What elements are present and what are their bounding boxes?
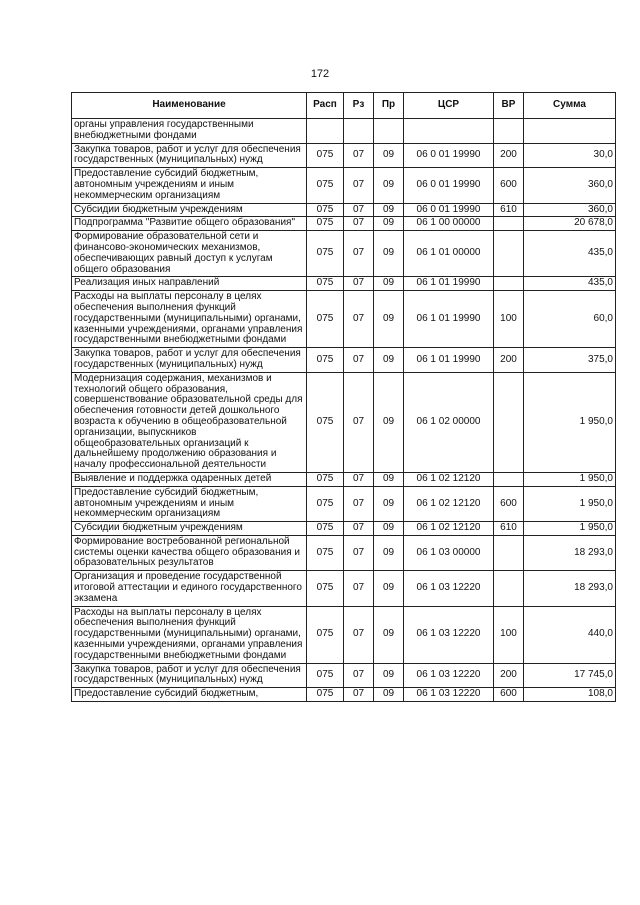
cell-vr <box>494 472 524 486</box>
table-row <box>72 486 616 521</box>
cell-csr: 06 1 01 00000 <box>404 231 494 277</box>
cell-vr <box>494 535 524 570</box>
cell-pr: 09 <box>374 348 404 373</box>
cell-rasp <box>307 119 344 144</box>
cell-pr: 09 <box>374 168 404 203</box>
table-row <box>72 535 616 570</box>
table-row <box>72 143 616 168</box>
cell-rasp: 075 <box>307 606 344 663</box>
cell-rz: 07 <box>344 168 374 203</box>
cell-vr: 100 <box>494 291 524 348</box>
cell-csr: 06 1 03 12220 <box>404 688 494 702</box>
cell-rasp: 075 <box>307 571 344 606</box>
cell-name: органы управления государственными внебюджетными фондами <box>72 119 307 144</box>
cell-vr: 200 <box>494 143 524 168</box>
cell-vr <box>494 119 524 144</box>
cell-rz: 07 <box>344 688 374 702</box>
cell-rz: 07 <box>344 663 374 688</box>
cell-pr: 09 <box>374 143 404 168</box>
cell-sum: 20 678,0 <box>524 217 616 231</box>
header-csr: ЦСР <box>404 93 494 119</box>
cell-sum: 360,0 <box>524 168 616 203</box>
header-vr: ВР <box>494 93 524 119</box>
cell-rz: 07 <box>344 472 374 486</box>
cell-sum: 435,0 <box>524 231 616 277</box>
cell-rasp: 075 <box>307 688 344 702</box>
cell-rasp: 075 <box>307 663 344 688</box>
cell-name: Закупка товаров, работ и услуг для обеспечения государственных (муниципальных) нужд <box>72 348 307 373</box>
cell-vr <box>494 372 524 472</box>
cell-sum: 108,0 <box>524 688 616 702</box>
cell-sum: 360,0 <box>524 203 616 217</box>
cell-rasp: 075 <box>307 168 344 203</box>
header-rz: Рз <box>344 93 374 119</box>
table-row <box>72 291 616 348</box>
cell-name: Субсидии бюджетным учреждениям <box>72 522 307 536</box>
cell-rasp: 075 <box>307 486 344 521</box>
cell-csr: 06 0 01 19990 <box>404 143 494 168</box>
cell-rasp: 075 <box>307 535 344 570</box>
cell-sum: 18 293,0 <box>524 535 616 570</box>
cell-rz: 07 <box>344 522 374 536</box>
cell-vr: 600 <box>494 688 524 702</box>
cell-csr: 06 1 01 19990 <box>404 348 494 373</box>
cell-rasp: 075 <box>307 143 344 168</box>
cell-rz: 07 <box>344 372 374 472</box>
cell-vr: 200 <box>494 663 524 688</box>
cell-pr: 09 <box>374 571 404 606</box>
page-number: 172 <box>310 68 330 80</box>
cell-vr <box>494 571 524 606</box>
cell-sum: 375,0 <box>524 348 616 373</box>
table-header-row <box>72 93 616 119</box>
cell-pr: 09 <box>374 231 404 277</box>
cell-csr: 06 0 01 19990 <box>404 168 494 203</box>
cell-sum: 60,0 <box>524 291 616 348</box>
cell-name: Организация и проведение государственной итоговой аттестации и единого государственного экзамена <box>72 571 307 606</box>
budget-table <box>71 92 616 702</box>
cell-rasp: 075 <box>307 291 344 348</box>
table-row <box>72 372 616 472</box>
cell-csr: 06 1 02 12120 <box>404 472 494 486</box>
cell-name: Предоставление субсидий бюджетным, автономным учреждениям и иным некоммерческим организациям <box>72 168 307 203</box>
cell-rz: 07 <box>344 231 374 277</box>
cell-csr: 06 1 02 12120 <box>404 486 494 521</box>
cell-sum: 1 950,0 <box>524 472 616 486</box>
cell-name: Предоставление субсидий бюджетным, <box>72 688 307 702</box>
cell-name: Предоставление субсидий бюджетным, автономным учреждениям и иным некоммерческим организациям <box>72 486 307 521</box>
cell-csr: 06 1 02 12120 <box>404 522 494 536</box>
cell-rz: 07 <box>344 606 374 663</box>
cell-rz: 07 <box>344 348 374 373</box>
cell-csr: 06 1 03 00000 <box>404 535 494 570</box>
cell-csr: 06 1 03 12220 <box>404 663 494 688</box>
cell-rz: 07 <box>344 535 374 570</box>
cell-csr: 06 1 01 19990 <box>404 291 494 348</box>
cell-name: Реализация иных направлений <box>72 277 307 291</box>
table-row <box>72 168 616 203</box>
cell-rasp: 075 <box>307 348 344 373</box>
cell-sum: 1 950,0 <box>524 522 616 536</box>
cell-vr: 600 <box>494 168 524 203</box>
cell-name: Субсидии бюджетным учреждениям <box>72 203 307 217</box>
cell-pr: 09 <box>374 663 404 688</box>
cell-name: Закупка товаров, работ и услуг для обеспечения государственных (муниципальных) нужд <box>72 663 307 688</box>
cell-name: Подпрограмма "Развитие общего образования" <box>72 217 307 231</box>
header-name: Наименование <box>72 93 307 119</box>
cell-pr: 09 <box>374 688 404 702</box>
table-row <box>72 663 616 688</box>
cell-rz: 07 <box>344 203 374 217</box>
cell-rz: 07 <box>344 486 374 521</box>
table-row <box>72 522 616 536</box>
table-row <box>72 119 616 144</box>
cell-csr: 06 0 01 19990 <box>404 203 494 217</box>
cell-sum: 435,0 <box>524 277 616 291</box>
cell-vr: 610 <box>494 203 524 217</box>
cell-rz: 07 <box>344 277 374 291</box>
cell-name: Расходы на выплаты персоналу в целях обеспечения выполнения функций государственными (муниципальными) органами, казенными учреждениями, органами управления государственными внебюджетными фондами <box>72 291 307 348</box>
cell-rz <box>344 119 374 144</box>
cell-name: Формирование востребованной региональной системы оценки качества общего образования и образовательных результатов <box>72 535 307 570</box>
table-row <box>72 231 616 277</box>
cell-csr: 06 1 01 19990 <box>404 277 494 291</box>
cell-pr: 09 <box>374 535 404 570</box>
cell-name: Закупка товаров, работ и услуг для обеспечения государственных (муниципальных) нужд <box>72 143 307 168</box>
header-sum: Сумма <box>524 93 616 119</box>
cell-vr: 610 <box>494 522 524 536</box>
cell-rasp: 075 <box>307 472 344 486</box>
table-body <box>72 119 616 702</box>
cell-vr <box>494 277 524 291</box>
cell-sum: 17 745,0 <box>524 663 616 688</box>
cell-pr: 09 <box>374 486 404 521</box>
cell-sum: 1 950,0 <box>524 486 616 521</box>
cell-name: Формирование образовательной сети и финансово-экономических механизмов, обеспечивающих равный доступ к услугам общего образования <box>72 231 307 277</box>
cell-vr: 200 <box>494 348 524 373</box>
cell-rasp: 075 <box>307 522 344 536</box>
cell-rz: 07 <box>344 291 374 348</box>
cell-vr: 600 <box>494 486 524 521</box>
cell-pr: 09 <box>374 217 404 231</box>
cell-pr: 09 <box>374 291 404 348</box>
table-row <box>72 472 616 486</box>
cell-rasp: 075 <box>307 372 344 472</box>
cell-vr <box>494 217 524 231</box>
table-row <box>72 688 616 702</box>
cell-rz: 07 <box>344 143 374 168</box>
cell-sum: 18 293,0 <box>524 571 616 606</box>
cell-csr: 06 1 03 12220 <box>404 571 494 606</box>
cell-csr: 06 1 03 12220 <box>404 606 494 663</box>
cell-vr <box>494 231 524 277</box>
cell-name: Модернизация содержания, механизмов и технологий общего образования, совершенствование образовательной среды для обеспечения готовности детей дошкольного возраста к обучению в общеобразовательной организации, выпускников общеобразовательных организаций к дальнейшему продолжению образования и началу профессиональной деятельности <box>72 372 307 472</box>
table-row <box>72 348 616 373</box>
cell-sum <box>524 119 616 144</box>
table-row <box>72 571 616 606</box>
cell-vr: 100 <box>494 606 524 663</box>
cell-csr: 06 1 02 00000 <box>404 372 494 472</box>
cell-sum: 440,0 <box>524 606 616 663</box>
cell-csr: 06 1 00 00000 <box>404 217 494 231</box>
cell-name: Выявление и поддержка одаренных детей <box>72 472 307 486</box>
table-row <box>72 217 616 231</box>
header-rasp: Расп <box>307 93 344 119</box>
cell-name: Расходы на выплаты персоналу в целях обеспечения выполнения функций государственными (муниципальными) органами, казенными учреждениями, органами управления государственными внебюджетными фондами <box>72 606 307 663</box>
cell-sum: 1 950,0 <box>524 372 616 472</box>
cell-pr: 09 <box>374 372 404 472</box>
cell-pr: 09 <box>374 472 404 486</box>
table-row <box>72 277 616 291</box>
cell-rasp: 075 <box>307 217 344 231</box>
cell-rasp: 075 <box>307 231 344 277</box>
table-row <box>72 203 616 217</box>
cell-rasp: 075 <box>307 277 344 291</box>
cell-rz: 07 <box>344 217 374 231</box>
cell-rz: 07 <box>344 571 374 606</box>
cell-sum: 30,0 <box>524 143 616 168</box>
cell-pr: 09 <box>374 522 404 536</box>
header-pr: Пр <box>374 93 404 119</box>
cell-pr <box>374 119 404 144</box>
cell-csr <box>404 119 494 144</box>
cell-pr: 09 <box>374 277 404 291</box>
cell-rasp: 075 <box>307 203 344 217</box>
cell-pr: 09 <box>374 203 404 217</box>
table-row <box>72 606 616 663</box>
cell-pr: 09 <box>374 606 404 663</box>
